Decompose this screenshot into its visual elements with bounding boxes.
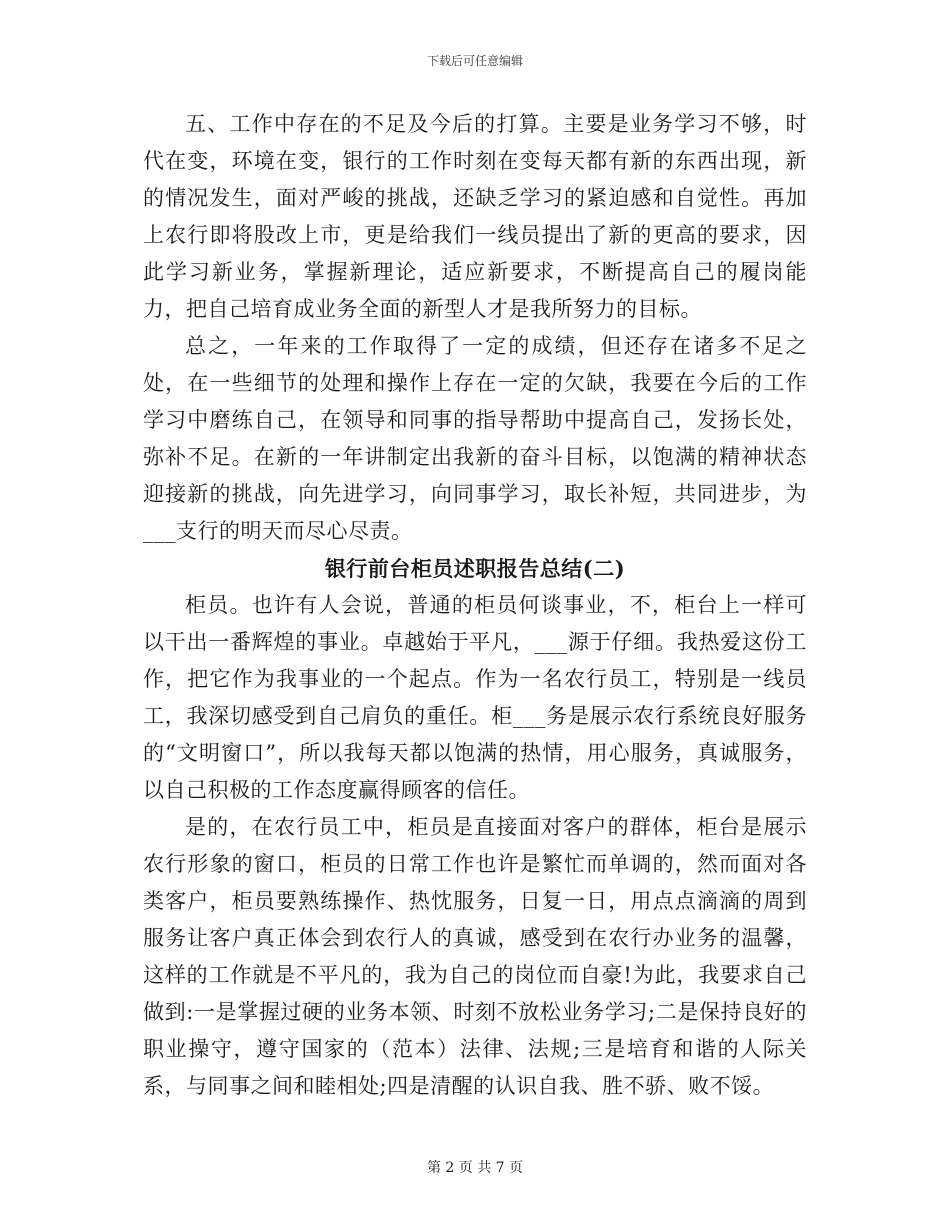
page-number: 第 2 页 共 7 页 [426, 1160, 524, 1176]
section-title: 银行前台柜员述职报告总结(二) [324, 556, 626, 581]
paragraph-teller-duties: 是的，在农行员工中，柜员是直接面对客户的群体，柜台是展示农行形象的窗口，柜员的日常工作也许是繁忙而单调的，然而面对各类客户，柜员要熟练操作、热忱服务，日复一日，用点点滴滴的周到服务让客户真正体会到农行人的真诚，感受到在农行办业务的温馨，这样的工作就是不平凡的，我为自己的岗位而自豪!为此，我要求自己做到:一是掌握过硬的业务本领、时刻不放松业务学习;二是保持良好的职业操守，遵守国家的（范本）法律、法规;三是培育和谐的人际关系，与同事之间和睦相处;四是清醒的认识自我、胜不骄、败不馁。 [143, 815, 807, 1098]
document-body [143, 106, 807, 1105]
paragraph-shortcomings: 五、工作中存在的不足及今后的打算。主要是业务学习不够，时代在变，环境在变，银行的工作时刻在变每天都有新的东西出现，新的情况发生，面对严峻的挑战，还缺乏学习的紧迫感和自觉性。再加上农行即将股改上市，更是给我们一线员提出了新的更高的要求，因此学习新业务，掌握新理论，适应新要求，不断提高自己的履岗能力，把自己培育成业务全面的新型人才是我所努力的目标。 [143, 112, 807, 321]
header-note: 下载后可任意编辑 [426, 54, 523, 68]
paragraph-teller-intro: 柜员。也许有人会说，普通的柜员何谈事业，不，柜台上一样可以干出一番辉煌的事业。卓越始于平凡，___源于仔细。我热爱这份工作，把它作为我事业的一个起点。作为一名农行员工，特别是一线员工，我深切感受到自己肩负的重任。柜___务是展示农行系统良好服务的“文明窗口”，所以我每天都以饱满的热情，用心服务，真诚服务，以自己积极的工作态度赢得顾客的信任。 [143, 593, 807, 802]
paragraph-conclusion: 总之，一年来的工作取得了一定的成绩，但还存在诸多不足之处，在一些细节的处理和操作上存在一定的欠缺，我要在今后的工作学习中磨练自己，在领导和同事的指导帮助中提高自己，发扬长处，弥补不足。在新的一年讲制定出我新的奋斗目标，以饱满的精神状态迎接新的挑战，向先进学习，向同事学习，取长补短，共同进步，为___支行的明天而尽心尽责。 [143, 334, 807, 543]
